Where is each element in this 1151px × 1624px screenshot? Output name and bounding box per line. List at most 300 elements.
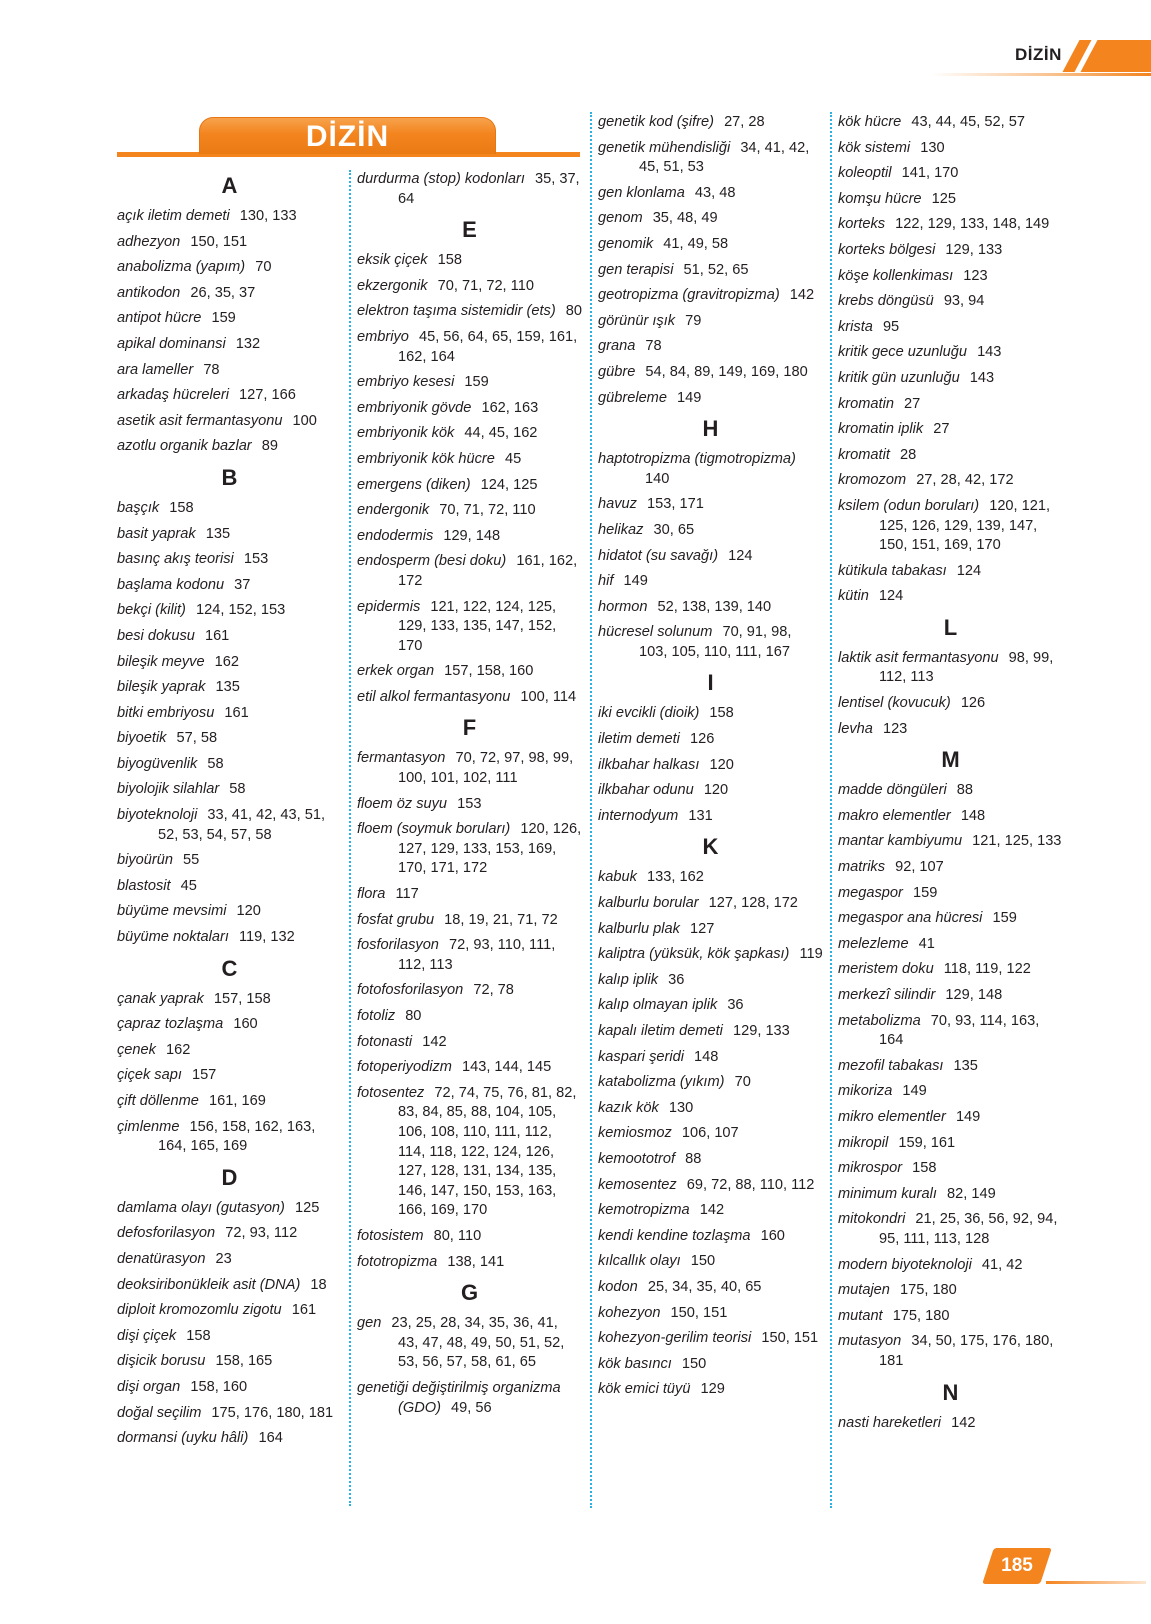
index-page-refs: 119, 132: [239, 929, 295, 946]
index-term: ara lameller: [117, 361, 194, 378]
index-entry: [117, 877, 342, 897]
index-entry: [598, 1150, 823, 1170]
index-term: çenek: [117, 1041, 156, 1058]
index-term: köşe kollenkiması: [838, 267, 954, 284]
index-page-refs: 49, 56: [451, 1399, 492, 1416]
index-entry: [357, 1227, 582, 1247]
index-entry: [838, 986, 1063, 1006]
index-page-refs: 33, 41, 42, 43, 51, 52, 53, 54, 57, 58: [158, 807, 326, 843]
index-page-refs: 135: [953, 1057, 978, 1074]
index-page-refs: 150, 151: [190, 233, 248, 250]
index-term: kök sistemi: [838, 139, 911, 156]
index-term: azotlu organik bazlar: [117, 438, 252, 455]
index-page-refs: 118, 119, 122: [943, 961, 1031, 978]
index-entry: [598, 209, 823, 229]
index-term: apikal dominansi: [117, 335, 226, 352]
section-letter-heading: E: [462, 217, 477, 243]
index-term: kromatin: [838, 395, 894, 412]
index-entry: [117, 653, 342, 673]
index-term: megaspor ana hücresi: [838, 910, 983, 927]
index-page-refs: 156, 158, 162, 163, 164, 165, 169: [158, 1118, 316, 1155]
section-letter-heading: B: [221, 464, 238, 490]
index-page-refs: 54, 84, 89, 149, 169, 180: [645, 363, 808, 380]
index-page-refs: 30, 65: [653, 521, 695, 538]
index-term: denatürasyon: [117, 1250, 206, 1267]
index-entry: [838, 832, 1063, 852]
index-term: kalıp iplik: [598, 971, 659, 988]
index-page-refs: 162: [166, 1041, 191, 1058]
index-term: endodermis: [357, 527, 434, 544]
index-entry: [838, 858, 1063, 878]
index-entry: [838, 190, 1063, 210]
index-term: kapalı iletim demeti: [598, 1023, 723, 1039]
index-term: kemoototrof: [598, 1150, 676, 1167]
index-term: fotosentez: [357, 1084, 425, 1101]
index-term: mutasyon: [838, 1333, 902, 1350]
index-entry: [838, 215, 1063, 235]
index-entry: [598, 1124, 823, 1144]
index-entry: [357, 1314, 582, 1373]
index-entry: [838, 935, 1063, 955]
title-tab: [199, 117, 496, 154]
index-entry: [598, 1355, 823, 1375]
index-term: arkadaş hücreleri: [117, 387, 229, 404]
index-entry: [598, 1329, 823, 1349]
index-term: laktik asit fermantasyonu: [838, 649, 999, 666]
index-entry: [117, 990, 342, 1010]
index-page-refs: 52, 138, 139, 140: [657, 598, 772, 615]
index-entry: [357, 1007, 582, 1027]
index-page-refs: 164: [258, 1430, 283, 1447]
index-page-refs: 106, 107: [681, 1125, 739, 1142]
index-page-refs: 27, 28: [724, 114, 765, 130]
index-term: iki evcikli (dioik): [598, 705, 700, 722]
index-entry: [357, 424, 582, 444]
index-entry: [598, 1227, 823, 1247]
index-entry: [598, 521, 823, 541]
index-page-refs: 98, 99, 112, 113: [879, 649, 1054, 686]
index-page-refs: 27, 28, 42, 172: [916, 472, 1014, 489]
index-term: mikoriza: [838, 1083, 893, 1100]
index-page-refs: 18, 19, 21, 71, 72: [444, 911, 558, 928]
index-page-refs: 41, 42: [981, 1256, 1023, 1273]
index-entry: [598, 1073, 823, 1093]
index-page-refs: 158: [437, 252, 462, 269]
index-term: kemiosmoz: [598, 1125, 672, 1142]
index-page-refs: 72, 93, 112: [225, 1225, 298, 1242]
index-term: defosforilasyon: [117, 1225, 216, 1242]
index-term: embriyonik kök: [357, 425, 455, 442]
index-term: bekçi (kilit): [117, 602, 186, 619]
index-term: kritik gece uzunluğu: [838, 344, 967, 361]
index-entry: [117, 1276, 342, 1296]
index-page-refs: 79: [685, 312, 702, 329]
index-entry: [838, 139, 1063, 159]
index-entry: [117, 1092, 342, 1112]
index-entry: [357, 501, 582, 521]
index-entry: [117, 806, 342, 845]
index-page-refs: 55: [183, 852, 200, 869]
index-term: fotonasti: [357, 1033, 413, 1050]
index-page-refs: 161: [224, 704, 249, 721]
index-page-refs: 35, 48, 49: [652, 210, 718, 227]
index-entry: [117, 207, 342, 227]
index-term: fermantasyon: [357, 750, 446, 767]
index-entry: [598, 1048, 823, 1068]
index-entry: [598, 184, 823, 204]
index-entry: [117, 412, 342, 432]
page-number-badge: [988, 1548, 1058, 1584]
index-entry: [357, 552, 582, 591]
index-term: merkezî silindir: [838, 987, 936, 1003]
index-term: embriyonik gövde: [357, 399, 472, 416]
index-term: besi dokusu: [117, 627, 195, 644]
index-entry: [598, 547, 823, 567]
index-page-refs: 58: [207, 755, 224, 772]
index-entry: [838, 1210, 1063, 1249]
index-entry: [117, 1199, 342, 1219]
index-entry: [598, 1252, 823, 1272]
index-term: çift döllenme: [117, 1093, 199, 1109]
index-entry: [117, 1041, 342, 1061]
index-page-refs: 36: [727, 997, 744, 1014]
index-term: bileşik yaprak: [117, 679, 206, 696]
index-page-refs: 149: [955, 1108, 981, 1125]
index-entry: [357, 170, 582, 209]
index-entry: [598, 1022, 823, 1042]
index-entry: [838, 369, 1063, 389]
section-letter-heading: L: [943, 614, 958, 640]
index-term: genom: [598, 210, 643, 227]
index-page-refs: 149: [623, 573, 648, 590]
page-number: 185: [1001, 1555, 1033, 1576]
index-term: erkek organ: [357, 663, 435, 680]
index-page-refs: 93, 94: [943, 293, 985, 310]
index-page-refs: 92, 107: [895, 859, 944, 876]
index-term: kaliptra (yüksük, kök şapkası): [598, 946, 790, 963]
index-entry: [838, 1082, 1063, 1102]
index-page-refs: 160: [233, 1016, 258, 1033]
index-entry: [838, 446, 1063, 466]
index-page-refs: 120: [703, 782, 729, 799]
index-entry: [838, 1281, 1063, 1301]
index-term: embriyonik kök hücre: [357, 450, 495, 467]
index-term: açık iletim demeti: [117, 208, 230, 224]
index-term: helikaz: [598, 521, 644, 538]
index-term: fotoperiyodizm: [357, 1059, 452, 1076]
index-entry: [838, 164, 1063, 184]
index-term: epidermis: [357, 598, 421, 615]
index-page-refs: 78: [645, 338, 662, 355]
section-letter-heading: H: [702, 416, 719, 442]
index-entry: [598, 235, 823, 255]
section-letter-heading: D: [221, 1164, 238, 1190]
index-term: mikropil: [838, 1134, 889, 1151]
index-title-banner: [117, 117, 580, 157]
index-entry: [117, 1066, 342, 1086]
index-entry: [357, 450, 582, 470]
index-entry: [838, 241, 1063, 261]
index-term: grana: [598, 338, 636, 355]
index-entry: [117, 851, 342, 871]
index-term: çiçek sapı: [117, 1067, 182, 1084]
index-page-refs: 45: [180, 877, 197, 894]
index-page-refs: 124: [878, 588, 904, 605]
index-entry: [838, 1108, 1063, 1128]
index-term: kök basıncı: [598, 1355, 672, 1372]
index-entry: [598, 868, 823, 888]
index-entry: [117, 335, 342, 355]
index-term: korteks: [838, 216, 886, 233]
index-entry: [838, 1414, 1063, 1434]
index-page-refs: 95: [882, 318, 900, 335]
index-term: kalıp olmayan iplik: [598, 997, 718, 1014]
index-page-refs: 72, 93, 110, 111, 112, 113: [398, 937, 556, 973]
index-entry: [598, 1176, 823, 1196]
index-entry: [838, 267, 1063, 287]
index-page-refs: 58: [229, 781, 246, 798]
index-page-refs: 143, 144, 145: [461, 1059, 552, 1076]
index-term: dormansi (uyku hâli): [117, 1430, 249, 1447]
index-term: flora: [357, 886, 386, 903]
index-term: mitokondri: [838, 1211, 906, 1228]
index-entry: [598, 996, 823, 1016]
index-entry: [117, 1378, 342, 1398]
index-entry: [357, 251, 582, 271]
index-term: lentisel (kovucuk): [838, 695, 951, 712]
index-page-refs: 159, 161: [898, 1134, 956, 1151]
index-entry: [357, 749, 582, 788]
index-entry: [117, 780, 342, 800]
index-page-refs: 158, 160: [190, 1378, 248, 1395]
index-column-2: [357, 170, 582, 1424]
index-entry: [838, 1256, 1063, 1276]
index-entry: [598, 363, 823, 383]
index-page-refs: 34, 41, 42, 45, 51, 53: [639, 139, 810, 176]
index-page-refs: 150, 151: [670, 1304, 728, 1321]
index-term: megaspor: [838, 884, 903, 901]
index-page-refs: 120: [709, 756, 734, 773]
index-entry: [598, 781, 823, 801]
index-page-refs: 45: [504, 450, 522, 467]
index-term: minimum kuralı: [838, 1185, 937, 1202]
index-entry: [598, 1380, 823, 1400]
index-entry: [838, 807, 1063, 827]
index-term: büyüme noktaları: [117, 929, 229, 946]
index-entry: [117, 361, 342, 381]
index-page-refs: 70, 93, 114, 163, 164: [879, 1012, 1040, 1049]
index-term: kütikula tabakası: [838, 562, 947, 579]
index-page-refs: 125: [931, 190, 956, 207]
index-entry: [117, 1352, 342, 1372]
index-entry: [357, 328, 582, 367]
index-entry: [838, 343, 1063, 363]
index-page-refs: 36: [668, 971, 685, 988]
index-page-refs: 120, 121, 125, 126, 129, 139, 147, 150, 151, 169, 170: [879, 497, 1051, 554]
index-page-refs: 70: [734, 1074, 751, 1091]
index-term: dişicik borusu: [117, 1353, 206, 1370]
index-column-1: [117, 165, 342, 1455]
index-term: görünür ışık: [598, 312, 676, 329]
index-page-refs: 123: [963, 267, 988, 284]
index-term: kromatit: [838, 446, 890, 463]
index-page-refs: 120: [236, 903, 261, 920]
index-entry: [598, 337, 823, 357]
index-page-refs: 126: [960, 695, 986, 712]
index-term: matriks: [838, 859, 886, 876]
index-entry: [117, 1118, 342, 1157]
index-term: kalburlu borular: [598, 895, 699, 912]
index-page-refs: 153, 171: [647, 496, 704, 513]
index-term: kılcallık olayı: [598, 1253, 681, 1270]
index-term: ilkbahar halkası: [598, 756, 700, 773]
index-entry: [357, 795, 582, 815]
index-term: mikro elementler: [838, 1108, 946, 1125]
index-term: floem öz suyu: [357, 795, 448, 812]
index-column-4: [838, 113, 1063, 1439]
index-entry: [357, 476, 582, 496]
index-entry: [357, 688, 582, 708]
index-term: biyoetik: [117, 730, 167, 747]
index-page-refs: 162: [214, 653, 240, 670]
index-entry: [838, 720, 1063, 740]
index-term: kazık kök: [598, 1099, 659, 1116]
index-entry: [357, 885, 582, 905]
index-page-refs: 148: [694, 1048, 719, 1065]
index-entry: [117, 309, 342, 329]
index-entry: [598, 971, 823, 991]
index-page-refs: 141, 170: [901, 165, 959, 182]
index-term: antikodon: [117, 284, 181, 301]
index-term: madde döngüleri: [838, 782, 947, 799]
index-page-refs: 78: [203, 361, 220, 378]
index-page-refs: 120, 126, 127, 129, 133, 153, 169, 170, 171, 172: [398, 821, 582, 877]
index-entry: [117, 704, 342, 724]
index-entry: [838, 960, 1063, 980]
index-term: adhezyon: [117, 233, 181, 250]
index-page-refs: 153: [243, 551, 269, 568]
index-term: asetik asit fermantasyonu: [117, 412, 283, 429]
index-page-refs: 175, 176, 180, 181: [211, 1404, 334, 1421]
index-term: gen klonlama: [598, 184, 685, 201]
index-term: hif: [598, 573, 614, 590]
index-term: hormon: [598, 598, 648, 615]
index-term: çanak yaprak: [117, 990, 204, 1007]
index-term: basit yaprak: [117, 525, 196, 542]
index-page-refs: 158: [169, 499, 194, 516]
index-entry: [838, 292, 1063, 312]
index-page-refs: 138, 141: [447, 1253, 505, 1270]
index-entry: [838, 1332, 1063, 1371]
index-entry: [357, 302, 582, 322]
index-page-refs: 158: [709, 705, 734, 722]
index-entry: [598, 920, 823, 940]
index-page-refs: 72, 78: [473, 982, 514, 999]
index-term: ksilem (odun boruları): [838, 497, 980, 514]
index-page-refs: 124: [956, 562, 982, 579]
index-term: fototropizma: [357, 1253, 438, 1270]
index-page-refs: 34, 50, 175, 176, 180, 181: [879, 1333, 1054, 1369]
index-term: biyoteknoloji: [117, 807, 198, 824]
index-entry: [357, 1033, 582, 1053]
index-page-refs: 122, 129, 133, 148, 149: [895, 216, 1050, 233]
index-page-refs: 43, 48: [694, 184, 736, 201]
index-page-refs: 135: [215, 679, 240, 696]
column-divider: [830, 112, 832, 1508]
index-entry: [838, 1012, 1063, 1051]
index-term: çapraz tozlaşma: [117, 1016, 224, 1033]
index-term: gübre: [598, 363, 636, 380]
index-term: makro elementler: [838, 807, 951, 824]
index-entry: [117, 499, 342, 519]
index-page-refs: 142: [789, 287, 815, 304]
index-page-refs: 161: [204, 627, 230, 644]
index-term: geotropizma (gravitropizma): [598, 287, 780, 304]
index-page-refs: 127: [690, 920, 715, 937]
index-entry: [117, 1429, 342, 1449]
index-entry: [838, 781, 1063, 801]
index-entry: [117, 258, 342, 278]
index-entry: [117, 1327, 342, 1347]
index-term: kalburlu plak: [598, 920, 680, 937]
index-page-refs: 27: [933, 421, 950, 438]
index-page-refs: 41: [918, 935, 935, 952]
index-page-refs: 142: [422, 1033, 447, 1050]
index-entry: [598, 261, 823, 281]
index-entry: [117, 627, 342, 647]
index-term: krebs döngüsü: [838, 293, 934, 310]
index-page-refs: 129: [700, 1381, 725, 1398]
index-term: kök hücre: [838, 114, 902, 130]
index-term: kohezyon-gerilim teorisi: [598, 1330, 752, 1347]
index-entry: [117, 550, 342, 570]
index-page-refs: 131: [688, 807, 713, 824]
index-term: çimlenme: [117, 1118, 180, 1135]
index-page-refs: 123: [882, 720, 908, 737]
index-term: koleoptil: [838, 165, 892, 182]
index-term: komşu hücre: [838, 190, 922, 207]
index-term: başlama kodonu: [117, 576, 225, 593]
index-term: doğal seçilim: [117, 1404, 202, 1421]
index-page-refs: 80: [405, 1008, 422, 1024]
index-page-refs: 158, 165: [215, 1353, 273, 1370]
index-page-refs: 150, 151: [761, 1330, 819, 1347]
index-entry: [117, 386, 342, 406]
index-term: biyoürün: [117, 852, 173, 869]
index-term: endergonik: [357, 502, 430, 519]
index-page-refs: 153: [457, 795, 482, 812]
index-entry: [117, 1404, 342, 1424]
index-page-refs: 142: [951, 1414, 976, 1431]
index-term: mezofil tabakası: [838, 1057, 944, 1074]
index-page-refs: 135: [205, 525, 231, 542]
index-page-refs: 143: [977, 344, 1002, 361]
index-entry: [598, 450, 823, 489]
index-page-refs: 70, 71, 72, 110: [437, 277, 534, 294]
index-entry: [598, 1099, 823, 1119]
index-page-refs: 43, 44, 45, 52, 57: [911, 114, 1025, 130]
index-entry: [838, 113, 1063, 133]
index-entry: [117, 525, 342, 545]
index-entry: [838, 1057, 1063, 1077]
index-page-refs: 142: [699, 1202, 725, 1219]
index-page-refs: 157, 158, 160: [444, 663, 534, 680]
index-page-refs: 18: [310, 1276, 327, 1293]
index-page-refs: 88: [685, 1150, 702, 1167]
index-entry: [117, 928, 342, 948]
index-entry: [598, 894, 823, 914]
index-term: eksik çiçek: [357, 252, 428, 269]
